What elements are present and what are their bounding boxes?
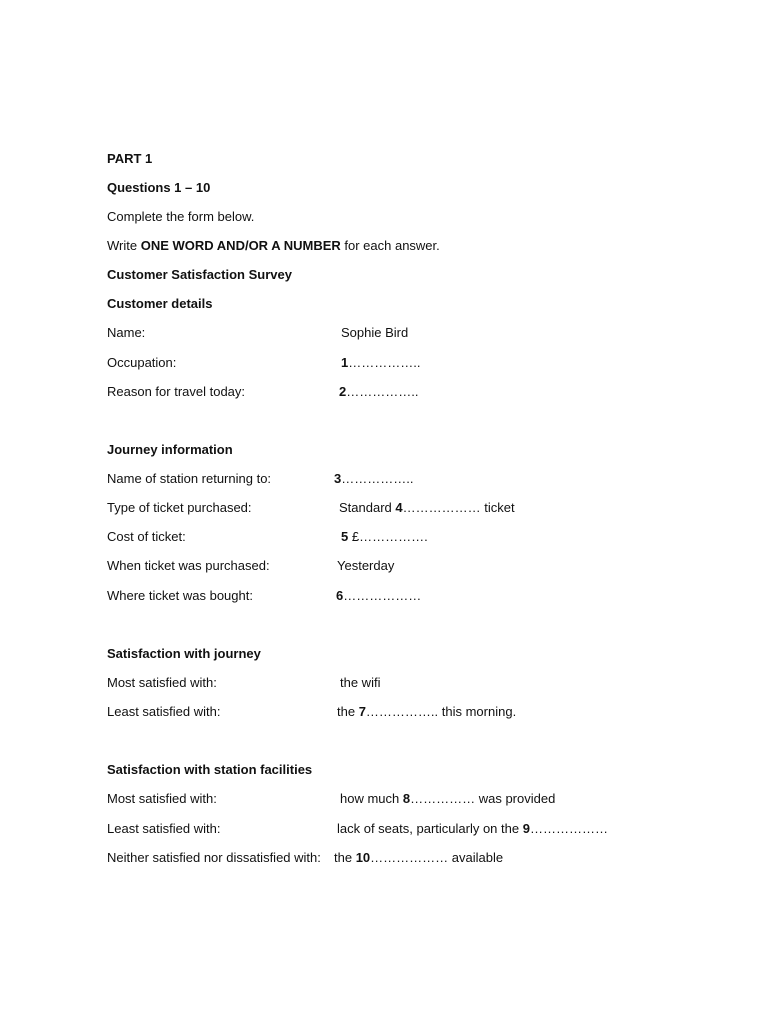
question-number: 10 <box>355 850 371 865</box>
form-row-label: Least satisfied with: <box>107 704 221 719</box>
answer-blank: …………….. <box>346 384 419 399</box>
instruction-write-pre: Write <box>107 238 141 253</box>
form-row-label: When ticket was purchased: <box>107 558 270 573</box>
form-row-journey-least <box>107 704 707 720</box>
form-row-value <box>341 529 428 545</box>
form-row-value <box>340 791 555 807</box>
form-row-ticket-where <box>107 588 707 604</box>
form-row-value <box>337 821 608 837</box>
answer-blank: ……………… available <box>370 850 504 865</box>
form-row-label: Name of station returning to: <box>107 471 272 486</box>
answer-blank: …………… was provided <box>410 791 556 806</box>
section-heading-station-satisfaction: Satisfaction with station facilities <box>107 762 313 777</box>
value-text: the wifi <box>340 675 381 690</box>
form-row-value <box>339 384 418 400</box>
section-heading-customer-details: Customer details <box>107 296 213 311</box>
form-row-journey-most <box>107 675 707 691</box>
question-number: 7 <box>358 704 366 719</box>
question-number: 3 <box>334 471 342 486</box>
form-row-label: Occupation: <box>107 355 177 370</box>
value-text: the <box>337 704 359 719</box>
form-row-station <box>107 471 707 487</box>
part-heading: PART 1 <box>107 151 153 166</box>
form-row-label: Type of ticket purchased: <box>107 500 252 515</box>
form-row-label: Most satisfied with: <box>107 675 217 690</box>
section-heading-journey-satisfaction: Satisfaction with journey <box>107 646 261 661</box>
answer-blank: …………….. <box>341 471 414 486</box>
value-text: lack of seats, particularly on the <box>337 821 523 836</box>
form-row-label: Reason for travel today: <box>107 384 246 399</box>
question-number: 9 <box>522 821 530 836</box>
question-number: 5 <box>341 529 349 544</box>
section-heading-journey-information: Journey information <box>107 442 233 457</box>
instruction-complete: Complete the form below. <box>107 209 255 224</box>
form-row-reason <box>107 384 707 400</box>
instruction-write-emphasis: ONE WORD AND/OR A NUMBER <box>140 238 341 253</box>
form-row-value <box>340 675 380 691</box>
value-text: Standard <box>339 500 396 515</box>
form-row-station-neither <box>107 850 707 866</box>
answer-blank: ……………… ticket <box>402 500 515 515</box>
form-row-value <box>334 850 503 866</box>
form-row-value <box>341 325 408 341</box>
value-text: Sophie Bird <box>341 325 409 340</box>
answer-blank: ……………… <box>529 821 608 836</box>
question-number: 2 <box>339 384 347 399</box>
form-row-value <box>341 355 420 371</box>
form-row-value <box>339 500 515 516</box>
form-row-occupation <box>107 355 707 371</box>
form-title: Customer Satisfaction Survey <box>107 267 292 282</box>
instruction-write-post: for each answer. <box>340 238 440 253</box>
form-row-station-most <box>107 791 707 807</box>
form-row-label: Name: <box>107 325 146 340</box>
question-number: 8 <box>402 791 411 806</box>
question-number: 6 <box>336 588 344 603</box>
instruction-write <box>107 238 440 254</box>
answer-blank: …………….. <box>348 355 421 370</box>
value-text: Yesterday <box>337 558 395 573</box>
question-number: 4 <box>395 500 403 515</box>
form-row-value <box>336 588 421 604</box>
form-row-label: Most satisfied with: <box>107 791 217 806</box>
form-row-value <box>337 558 394 574</box>
answer-blank: £……………. <box>348 529 428 544</box>
form-row-station-least <box>107 821 707 837</box>
questions-heading: Questions 1 – 10 <box>107 180 211 195</box>
form-row-name <box>107 325 707 341</box>
form-row-ticket-cost <box>107 529 707 545</box>
form-row-ticket-type <box>107 500 707 516</box>
form-row-value <box>337 704 516 720</box>
answer-blank: …………….. this morning. <box>365 704 517 719</box>
form-row-label: Where ticket was bought: <box>107 588 253 603</box>
form-row-value <box>334 471 413 487</box>
form-row-label: Neither satisfied nor dissatisfied with: <box>107 850 321 865</box>
form-row-label: Cost of ticket: <box>107 529 186 544</box>
form-row-label: Least satisfied with: <box>107 821 221 836</box>
value-text: the <box>334 850 356 865</box>
question-number: 1 <box>341 355 349 370</box>
value-text: how much <box>340 791 403 806</box>
answer-blank: ……………… <box>343 588 422 603</box>
form-row-ticket-when <box>107 558 707 574</box>
